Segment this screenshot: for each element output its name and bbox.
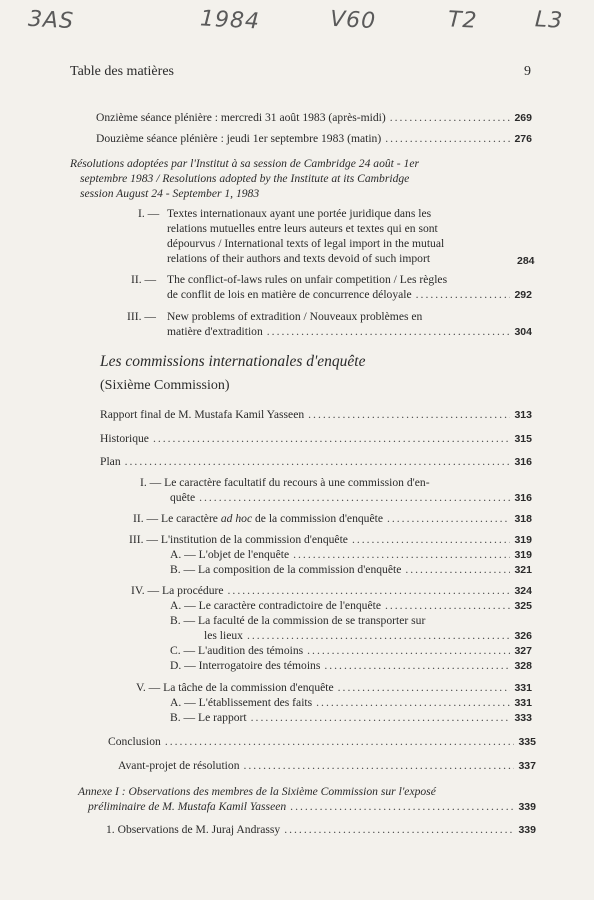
- leader-dots: [251, 711, 511, 725]
- toc-entry-text: D. — Interrogatoire des témoins: [170, 659, 321, 672]
- leader-dots: [352, 533, 511, 547]
- leader-dots: [324, 659, 510, 673]
- toc-entry-text: Plan: [100, 455, 121, 468]
- running-header-title: Table des matières: [70, 64, 174, 79]
- toc-entry: [118, 759, 536, 773]
- toc-entry-text: B. — La composition de la commission d'enquête: [170, 563, 402, 576]
- toc-entry-page: 316: [514, 492, 532, 504]
- toc-entry-page: 335: [518, 736, 536, 748]
- resolution-text: Textes internationaux ayant une portée juridique dans les: [167, 207, 432, 220]
- toc-entry-text: V. — La tâche de la commission d'enquête: [136, 681, 334, 694]
- toc-entry-text: les lieux: [204, 629, 243, 642]
- leader-dots: [390, 111, 511, 125]
- leader-dots: [267, 325, 511, 339]
- leader-dots: [199, 491, 510, 505]
- toc-entry-page: 319: [514, 534, 532, 546]
- toc-entry-text: C. — L'audition des témoins: [170, 644, 304, 657]
- leader-dots: [307, 644, 510, 658]
- toc-entry-text: Onzième séance plénière : mercredi 31 août 1983 (après-midi): [96, 111, 386, 124]
- leader-dots: [165, 735, 515, 749]
- leader-dots: [385, 599, 510, 613]
- resolution-number: I. —: [138, 207, 160, 220]
- resolution-text: dépourvus / International texts of legal import in the mutual: [167, 237, 445, 250]
- toc-entry: [133, 512, 532, 526]
- toc-entry-text: Historique: [100, 432, 149, 445]
- toc-entry-page: 276: [514, 133, 532, 145]
- toc-entry-text: B. — Le rapport: [170, 711, 247, 724]
- toc-entry: [170, 644, 532, 658]
- resolution-number: III. —: [127, 310, 156, 323]
- toc-entry-text: I. — Le caractère facultatif du recours à une commission d'en-: [140, 476, 430, 489]
- resolutions-heading: septembre 1983 / Resolutions adopted by the Institute at its Cambridge: [80, 172, 410, 185]
- toc-entry-text: IV. — La procédure: [131, 584, 224, 597]
- leader-dots: [316, 696, 510, 710]
- toc-entry: [170, 659, 532, 673]
- toc-entry-text: B. — La faculté de la commission de se transporter sur: [170, 614, 426, 627]
- toc-entry: [100, 408, 532, 422]
- toc-entry: [131, 584, 532, 598]
- handwritten-note: V60: [329, 6, 377, 35]
- toc-entry-text: Conclusion: [108, 735, 161, 748]
- toc-entry-page: 269: [514, 112, 532, 124]
- toc-entry: [96, 111, 532, 125]
- resolution-text: New problems of extradition / Nouveaux problèmes en: [167, 310, 423, 323]
- resolution-text: relations of their authors and texts devoid of such import: [167, 252, 431, 265]
- toc-entry: [170, 491, 532, 505]
- running-header-page-number: 9: [524, 64, 531, 79]
- resolution-number: II. —: [131, 273, 157, 286]
- leader-dots: [244, 759, 515, 773]
- resolution-text: matière d'extradition: [167, 325, 263, 338]
- toc-entry-text: II. — Le caractère ad hoc de la commission d'enquête: [133, 512, 383, 525]
- toc-entry-page: 304: [514, 326, 532, 338]
- toc-entry: [170, 711, 532, 725]
- toc-entry-text: quête: [170, 491, 196, 504]
- section-title: Les commissions internationales d'enquête: [100, 353, 366, 370]
- toc-entry-page: 324: [514, 585, 532, 597]
- toc-entry: [100, 432, 532, 446]
- handwritten-note: L3: [534, 7, 564, 34]
- toc-entry-text: III. — L'institution de la commission d'enquête: [129, 533, 348, 546]
- toc-entry-page: 337: [518, 760, 536, 772]
- annexe-heading: préliminaire de M. Mustafa Kamil Yasseen: [88, 800, 287, 813]
- toc-entry: [106, 823, 536, 837]
- toc-entry-text: 1. Observations de M. Juraj Andrassy: [106, 823, 281, 836]
- toc-entry-page: 333: [514, 712, 532, 724]
- section-subtitle: (Sixième Commission): [100, 378, 230, 393]
- toc-entry-text: Douzième séance plénière : jeudi 1er septembre 1983 (matin): [96, 132, 382, 145]
- toc-entry: [108, 735, 536, 749]
- toc-entry-text: Avant-projet de résolution: [118, 759, 240, 772]
- toc-entry-page: 328: [514, 660, 532, 672]
- toc-entry: [96, 132, 532, 146]
- toc-entry: [167, 288, 532, 302]
- toc-entry: [170, 548, 532, 562]
- toc-entry-page: 292: [514, 289, 532, 301]
- leader-dots: [228, 584, 511, 598]
- toc-entry-page: 316: [514, 456, 532, 468]
- toc-entry: [167, 325, 532, 339]
- toc-entry-page: 318: [514, 513, 532, 525]
- toc-entry-page: 331: [514, 697, 532, 709]
- toc-entry-text: A. — Le caractère contradictoire de l'enquête: [170, 599, 381, 612]
- toc-entry: [170, 696, 532, 710]
- toc-entry-page: 313: [514, 409, 532, 421]
- resolution-text: de conflit de lois en matière de concurrence déloyale: [167, 288, 412, 301]
- handwritten-note: 1984: [199, 6, 261, 35]
- annexe-heading: Annexe I : Observations des membres de la Sixième Commission sur l'exposé: [78, 785, 436, 798]
- toc-entry-page: 339: [518, 801, 536, 813]
- toc-entry-page: 326: [514, 630, 532, 642]
- resolutions-heading: session August 24 - September 1, 1983: [80, 187, 260, 200]
- toc-entry-page: 339: [518, 824, 536, 836]
- leader-dots: [308, 408, 510, 422]
- leader-dots: [387, 512, 510, 526]
- toc-entry: [136, 681, 532, 695]
- leader-dots: [290, 800, 514, 814]
- leader-dots: [385, 132, 510, 146]
- leader-dots: [338, 681, 511, 695]
- resolutions-heading: Résolutions adoptées par l'Institut à sa session de Cambridge 24 août - 1er: [70, 157, 419, 170]
- toc-entry: [129, 533, 532, 547]
- toc-entry-page: 321: [514, 564, 532, 576]
- resolution-text: relations mutuelles entre leurs auteurs et textes qui en sont: [167, 222, 438, 235]
- toc-entry-text: A. — L'établissement des faits: [170, 696, 313, 709]
- toc-entry-text: A. — L'objet de l'enquête: [170, 548, 290, 561]
- toc-entry: [88, 800, 536, 814]
- leader-dots: [125, 455, 511, 469]
- leader-dots: [405, 563, 510, 577]
- toc-entry-text: Rapport final de M. Mustafa Kamil Yasseen: [100, 408, 305, 421]
- toc-entry: [170, 599, 532, 613]
- leader-dots: [153, 432, 511, 446]
- leader-dots: [416, 288, 511, 302]
- toc-entry-page: 319: [514, 549, 532, 561]
- toc-entry-page: 325: [514, 600, 532, 612]
- toc-entry: [204, 629, 532, 643]
- toc-entry-page: 327: [514, 645, 532, 657]
- leader-dots: [247, 629, 511, 643]
- toc-entry-page: 331: [514, 682, 532, 694]
- toc-entry-page: 284: [517, 255, 535, 267]
- leader-dots: [293, 548, 510, 562]
- handwritten-note: T2: [447, 7, 479, 34]
- leader-dots: [284, 823, 514, 837]
- toc-entry: [170, 563, 532, 577]
- toc-entry-page: 315: [514, 433, 532, 445]
- handwritten-note: 3AS: [27, 6, 75, 35]
- resolution-text: The conflict-of-laws rules on unfair competition / Les règles: [167, 273, 448, 286]
- toc-entry: [100, 455, 532, 469]
